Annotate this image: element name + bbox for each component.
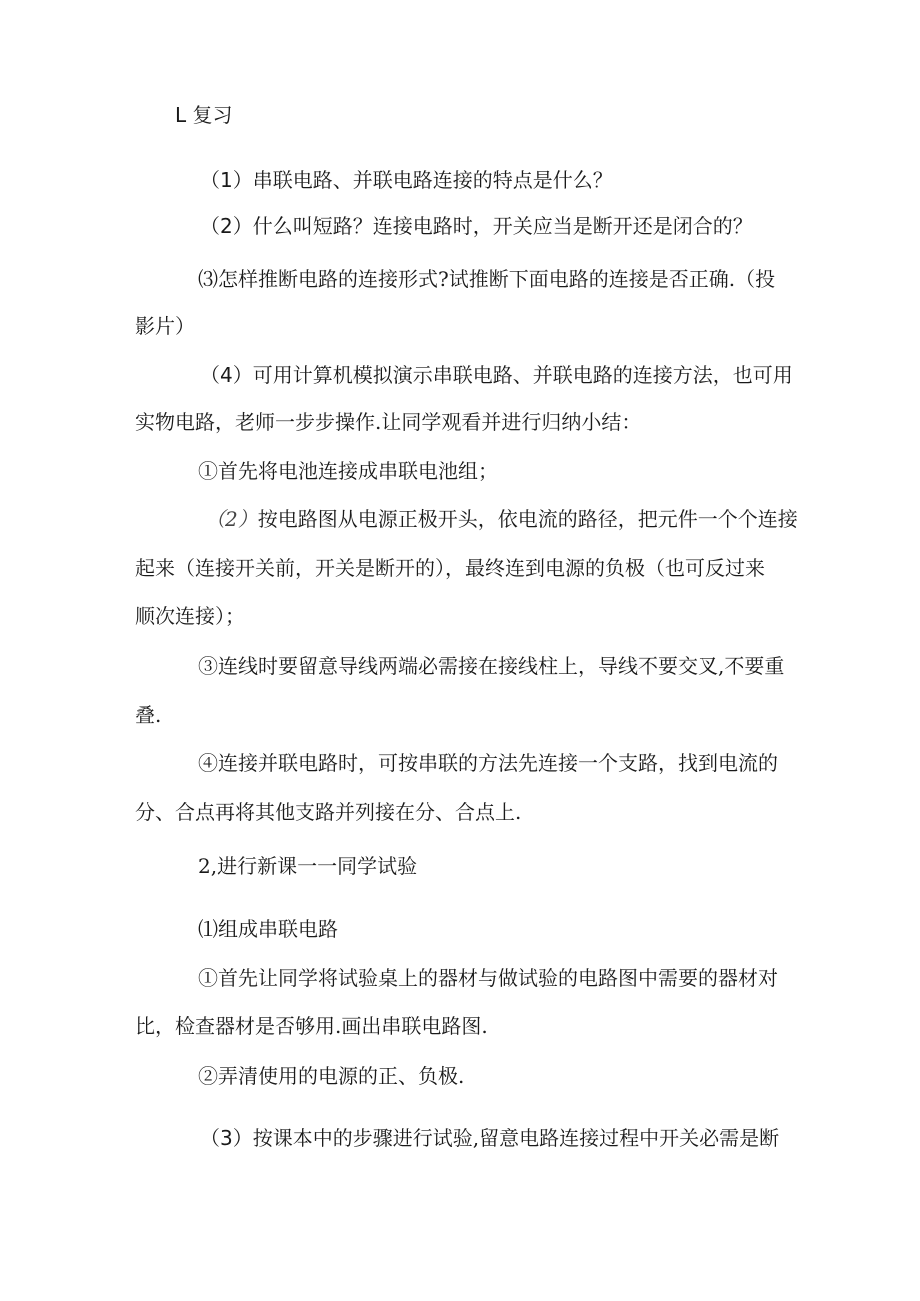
summary-step-3-line-1: ③连线时要留意导线两端必需接在接线柱上，导线不要交叉,不要重	[198, 654, 785, 678]
section-heading-review: L 复习	[175, 103, 233, 127]
summary-step-4-line-2: 分、合点再将其他支路并列接在分、合点上.	[135, 800, 522, 824]
experiment-step-1-line-1: ①首先让同学将试验桌上的器材与做试验的电路图中需要的器材对	[198, 966, 778, 990]
question-1-text: 串联电路、并联电路连接的特点是什么？	[252, 168, 613, 192]
question-1-marker: （1）	[200, 168, 253, 192]
question-3-line-1: ⑶怎样推断电路的连接形式?试推断下面电路的连接是否正确.（投	[198, 267, 776, 291]
summary-step-2-text: 按电路图从电源正极开头，依电流的路径，把元件一个个连接	[257, 507, 798, 531]
question-2	[200, 213, 753, 239]
question-4-line-1	[200, 362, 793, 388]
experiment-step-1-line-2: 比，检查器材是否够用.画出串联电路图.	[135, 1014, 488, 1038]
question-1	[200, 167, 613, 193]
question-4-line-2: 实物电路，老师一步步操作.让同学观看并进行归纳小结：	[135, 410, 642, 434]
summary-step-2-line-3: 顺次连接）；	[135, 604, 245, 628]
summary-step-3-line-2: 叠.	[135, 703, 162, 727]
summary-step-2-line-1	[205, 506, 798, 532]
question-2-text: 什么叫短路？连接电路时，开关应当是断开还是闭合的？	[252, 214, 753, 238]
summary-step-4-line-1: ④连接并联电路时，可按串联的方法先连接一个支路，找到电流的	[198, 751, 778, 775]
subheading-series-circuit: ⑴组成串联电路	[198, 917, 338, 941]
question-4-marker: （4）	[200, 363, 253, 387]
experiment-step-3-text: 按课本中的步骤进行试验,留意电路连接过程中开关必需是断	[252, 1126, 780, 1150]
section-heading-new-lesson: 2,进行新课一一同学试验	[198, 854, 418, 878]
experiment-step-2: ②弄清使用的电源的正、负极.	[198, 1064, 465, 1088]
question-2-marker: （2）	[200, 214, 253, 238]
question-3-line-2: 影片）	[135, 314, 195, 338]
experiment-step-3	[200, 1125, 779, 1151]
experiment-step-3-marker: （3）	[200, 1126, 253, 1150]
summary-step-2-marker: （2）	[205, 507, 258, 531]
question-4-text: 可用计算机模拟演示串联电路、并联电路的连接方法，也可用	[252, 363, 793, 387]
summary-step-1: ①首先将电池连接成串联电池组；	[198, 459, 498, 483]
summary-step-2-line-2: 起来（连接开关前，开关是断开的），最终连到电源的负极（也可反过来	[135, 556, 765, 580]
